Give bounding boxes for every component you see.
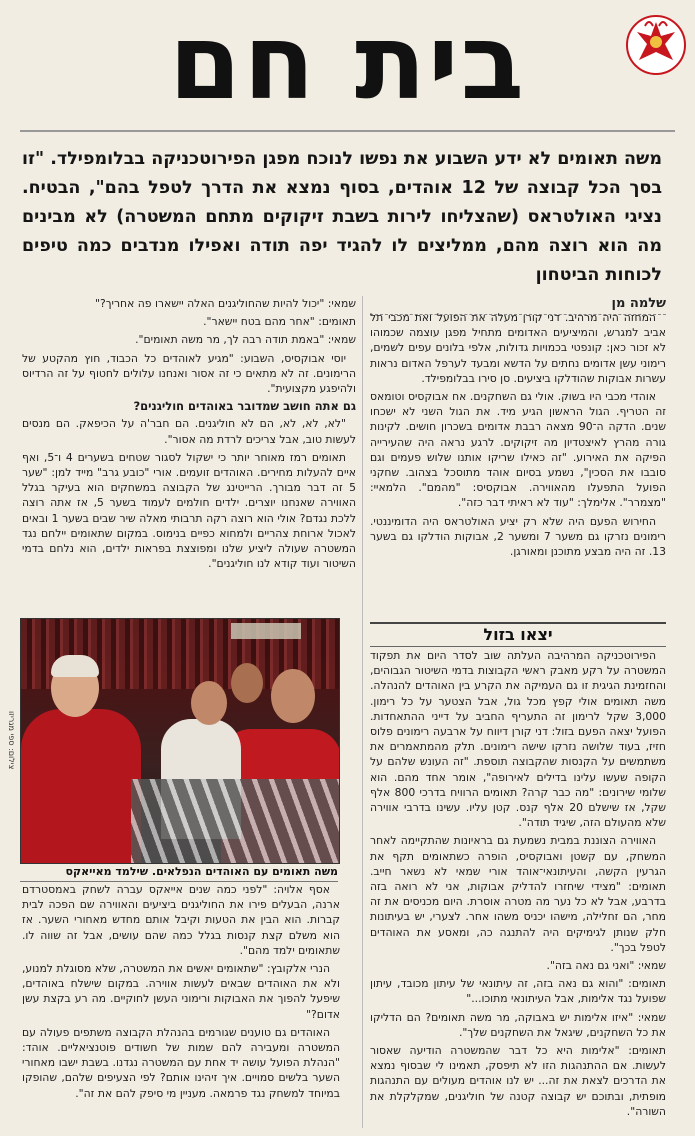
news-photo [20,618,340,864]
paragraph: "לא, לא, לא, הם לא חוליגנים. הם חבר'ה על הכיפאק. הם מנסים לעשות טוב, אבל צריכים לרדת מה אסור". [22,417,356,446]
headline: בית חם [168,1,527,123]
quote-line: תאומים: "אלימות היא כל דבר שהמשטרה הודיעה שאסור לעשות. אם ההתנהגות הזו לא תיפסק, תאמינו לי שבסוף נמצא את הדרכים לצאת את זה... יש לנו אוהדים מעולים עם התנהגות מופתית, ובתוכם יש קבוצה קטנה של חוליגנים, שמקלקלת את השורה". [370,1044,666,1118]
paragraph: אסף אלויה: "לפני כמה שנים אייאקס עברה לשחק באמסטרדם ארנה, הבעלים פירו את החוליגנים ביציעים והאווירה שם הפכה לבית קברות. הוא הבין את הטעות וקיבל אותם מחדש מאחורי השער. אז הוא משלם קצת קנסות בגלל כמה שהם עושים, אבל זה שווה לו. שתאומים ילמד מהם". [22,883,340,957]
paragraph: הנרי אלקובץ: "שתאומים יאשים את המשטרה, שלא מסוגלת למנוע, ולא את האוהדים שבאים לעשות אווירה. במקום שישלח באוהדים, שיפעל להפוך את האבוקות ורימוני העשן לחוקיים. מה רע בקצת עשן אדום?" [22,962,340,1021]
lead-paragraph: משה תאומים לא ידע השבוע את נפשו לנוכח מפגן הפירוטכניקה בבלומפילד. "זו בסך הכל קבוצה של 12 אוהדים, בסוף נמצא את הדרך לטפל בהם", הבטיח. נציגי האולטראס (שהצליחו לירות בשבת זיקוקים מתחם המשטרה) לא מבינים מה הוא רוצה מהם, ממליצים לו להגיד יפה תודה ואפילו מנדבים כמה טיפים לכוחות הביטחון [22,149,662,285]
paragraph: יוסי אבוקסיס, השבוע: "מגיע לאוהדים כל הכבוד, חוץ מהקטע של הרימונים. זה לא מתאים כי זה אסור ואנחנו עלולים לחטוף על זה הרדיוס ולהיפגע מקצועית". [22,351,356,396]
paragraph: אוהדי מכבי היו בשוק. אולי גם השחקנים. אח אבוקסיס וטומאס זה הטריף. הגול הראשון הגיע מיד. את הגול השני לא ישכחו שנים. הדקה ה־90 מצאה רבבת אדומים בשכרון חושים. לקינות גורה מהרץ לאיצטדיון מה זיקוקים. לרגע נראה היה שהעירייה הפיקה את האירוע. "זה כאילו שריקו אותנו שלוש פעמים וגם סובבו את הסכין", נשמע בסיום אוהד מתוסכל בצהוב. שחקני הפועל התפעלו מהאווירה. אבוקסיס: "מהמם". הלמאיי: "מצמרר". אלימלך: "עוד לא ראיתי דבר כזה". [370,390,666,510]
quote-line: שמאי: "באמת תודה רבה לך, מר משה תאומים". [135,333,356,347]
photo-credit: צילום: ספי מגריזו [7,710,16,770]
sidebar-title: יצאו בזול [370,622,666,647]
paragraph: הפירוטכניקה המרהיבה העלתה שוב לסדר היום את תפקוד המשטרה על רקע מאבק ראשי הקבוצות בדמי השיטור הגבוהים, והחזמינת הגיגית זו גם העמיקה את הקרע בין האוהדים להנהלה. משה תאומים אולי קפץ מכל גול, אבל הצטער על כל רימון. 3,000 שקל לרימון זה התעריף החביב על דייני ההתאחדות. הפועל יצאה הפעם בזול: דני קורן דיווח על ארבעה רימונים פלוס חזיז, בעוד שלושה נזרקו שישה רימונים. תלק מהמתאמרים את משתמשים על הקנסות שהקבוצה תוספת. "זה העונש שלהם על הקופה שעשו עלינו בדילים לאירופה", אומר אחד מהם. הוא שלומי שירונים: "מה כבר קרה? תאומים הרוויח בדרכי 800 אלף שקל, אז שישלם 20 אלף קנס. קטן עליו. עשינו בדרבי אווירה שלא מהעולם הזה, שיגיד תודה". [370,649,666,830]
quote-line: שמאי: "יכול להיות שהחוליגנים האלה יישארו פה אחריך?" [95,297,356,310]
photo-caption: משה תאומים עם האוהדים הנפלאים. שילמד מאייאקס [20,864,338,882]
quote-line: שמאי: "ואני גם נאה בזה". [546,959,666,973]
article-column-right-top [370,310,666,622]
header-divider [20,130,675,132]
paragraph: האוהדים גם טוענים שגורמים בהנהלת הקבוצה משתפים פעולה עם המשטרה ומעבירה להם שמות של חשודים פוטנציאליים. אוהד: "הנהלת הפועל עושה יד אחת עם המשטרה נגדנו. בשבת ישבו מאחורי השער בלשים סמויים. איך זיהינו אותם? לפי הצעיפים שלהם, שהופקו במיוחד למשחק נגד פרמאה. מעניין מי סיפק להם את זה". [22,1025,340,1100]
article-column-left-top [22,296,356,614]
article-column-left-bottom [22,882,340,1134]
paragraph: החירוש הפעם היה שלא רק יציע האולטראס היה הדומיננטי. רימונים נזרקו גם משער 7 ומשער 2, אבוקות הודלקו גם בשער 13. זה היה מבצע מתוכנן ומאורגן. [370,514,666,559]
article-column-right-bottom [370,648,666,1134]
subheading: גם אתה חושב שמדובר באוהדים חוליגנים? [133,399,356,414]
quote-line: תאומים: "אחר מהם בטח יישאר". [203,315,356,329]
paragraph: המחזה היה מרהיב. דני קורן מעלה את הפועל ואת מכבי תל אביב למגרש, והמיציעים האדומים מתחיל מפגן עוצמה שכמוהו לא זכור כאן: קונפטי בכמויות גדולות, אלפי בלונים עפים לשמים, רימוני עשן אדומים נחתים על הדשא ומבעד לערפל האדום נראות עשרות אבוקות שהודלקו ביציעים. סן סירו בבלומפילד. [370,311,666,385]
quote-line: שמאי: "איזו אלימות יש באבוקה, מר משה תאומים? הם הדליקו את כל השחקנים, שיגאל את השחקנים שלך". [370,1010,666,1039]
byline: שלמה מן [370,296,666,315]
quote-line: תאומים: "והוא גם נאה בזה, זה עיתונאי של עיתון מכובד, עיתון שפועל נגד אלימות, אבל העיתונאי מתוכו..." [370,977,666,1006]
paragraph: האווירה הצוננת במבית נשמעת גם בראיונות שהתקיימה לאחר המשחק, עם קשטן ואבוקסיס, הופרה כשתאומים תקף את הגרעין הקשה, והעיתונאי־אוהד אורי שמאי לא נשאר חייב. תאומים: "מצידי שיחזרו להדליק אבוקות, אני לא רואה בזה בדרבע, אבל לא כל נער מה מטרה אוסרת. היום מכניסים את זה מחר, הם זחלילה, מישהו יכניס משהו אחר. לצערי, יש בעיתונות חלק שנותן לגימיקים היה להתנגה כה, ומאסע את האוהדים לטפל בכך". [370,834,666,954]
column-divider [362,296,363,1128]
paragraph: תאומים רמז מאוחר יותר כי ישקול לסגור שטחים בשערים 4 ו־5, ואף איים להעלות מחירים. האוהדים זועמים. אורי "כובע גרב" מייד למן: "שער 5 זה דבר מבורך. הרייטינג של הקבוצה במשחקים הוא בעיקר בגלל האווירה שאנחנו יוצרים. ילדים חולמים לעמוד בשער 5, אז אתה רוצה ללכת נגדם? אולי הוא רוצה רקה תרבותי מאלה שיר שבים בשער 1 ובאים לאכול ארוחת צהריים ולמחוא כפיים בנימוס. במקום שתאומים יילחם נגד המשטרה שעולה ליציע שלנו ומפוצצת בפראות ילדים, הוא נלחם בדמי השיטור ועוד קודא לנו חוליגנים". [22,450,356,571]
